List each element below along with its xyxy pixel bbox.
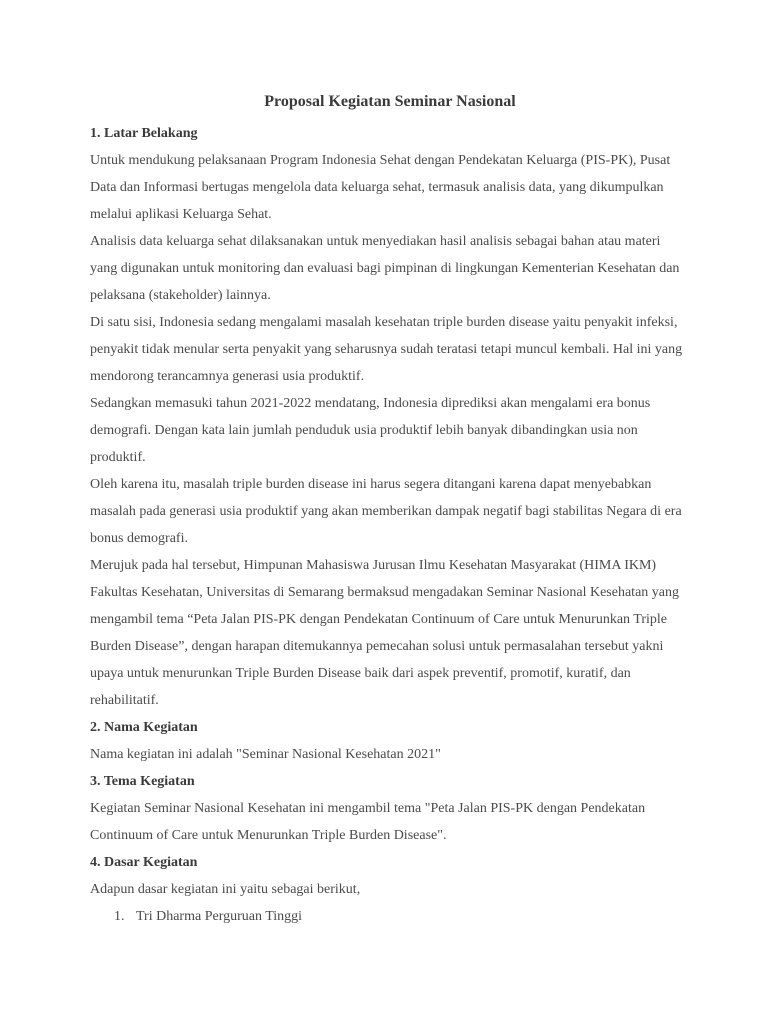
paragraph: Adapun dasar kegiatan ini yaitu sebagai berikut, — [90, 882, 361, 897]
paragraph: Nama kegiatan ini adalah "Seminar Nasional Kesehatan 2021" — [90, 747, 441, 762]
section-heading: 2. Nama Kegiatan — [90, 720, 198, 735]
section-heading: 1. Latar Belakang — [90, 126, 198, 141]
paragraph: Di satu sisi, Indonesia sedang mengalami masalah kesehatan triple burden disease yaitu penyakit infeksi, penyakit tidak menular serta penyakit yang seharusnya sudah teratasi tetapi muncul kembali. Hal ini yang mendorong terancamnya generasi usia produktif. — [90, 315, 683, 384]
document-page — [90, 88, 690, 930]
list-item-number: 1. — [114, 909, 125, 924]
paragraph: Oleh karena itu, masalah triple burden disease ini harus segera ditangani karena dapat menyebabkan masalah pada generasi usia produktif yang akan memberikan dampak negatif bagi stabilitas Negara di era bonus demografi. — [90, 477, 682, 546]
section-dasar-kegiatan — [90, 849, 690, 930]
section-heading: 4. Dasar Kegiatan — [90, 855, 198, 870]
section-tema-kegiatan — [90, 768, 690, 849]
list-item — [90, 903, 690, 930]
section-heading: 3. Tema Kegiatan — [90, 774, 195, 789]
list-item-text: Tri Dharma Perguruan Tinggi — [136, 909, 303, 924]
paragraph: Kegiatan Seminar Nasional Kesehatan ini mengambil tema "Peta Jalan PIS-PK dengan Pendekatan Continuum of Care untuk Menurunkan Triple Burden Disease". — [90, 801, 646, 843]
document-title: Proposal Kegiatan Seminar Nasional — [264, 93, 516, 110]
paragraph: Sedangkan memasuki tahun 2021-2022 mendatang, Indonesia diprediksi akan mengalami era bonus demografi. Dengan kata lain jumlah penduduk usia produktif lebih banyak dibandingkan usia non produktif. — [90, 396, 651, 465]
numbered-list — [90, 903, 690, 930]
section-latar-belakang — [90, 120, 690, 714]
paragraph: Merujuk pada hal tersebut, Himpunan Mahasiswa Jurusan Ilmu Kesehatan Masyarakat (HIMA IKM) Fakultas Kesehatan, Universitas di Semarang bermaksud mengadakan Seminar Nasional Kesehatan yang mengambil tema “Peta Jalan PIS-PK dengan Pendekatan Continuum of Care untuk Menurunkan Triple Burden Disease”, dengan harapan ditemukannya pemecahan solusi untuk permasalahan tersebut yakni upaya untuk menurunkan Triple Burden Disease baik dari aspek preventif, promotif, kuratif, dan rehabilitatif. — [90, 558, 679, 708]
section-nama-kegiatan — [90, 714, 690, 768]
paragraph: Analisis data keluarga sehat dilaksanakan untuk menyediakan hasil analisis sebagai bahan atau materi yang digunakan untuk monitoring dan evaluasi bagi pimpinan di lingkungan Kementerian Kesehatan dan pelaksana (stakeholder) lainnya. — [90, 234, 680, 303]
paragraph: Untuk mendukung pelaksanaan Program Indonesia Sehat dengan Pendekatan Keluarga (PIS-PK), Pusat Data dan Informasi bertugas mengelola data keluarga sehat, termasuk analisis data, yang dikumpulkan melalui aplikasi Keluarga Sehat. — [90, 153, 671, 222]
